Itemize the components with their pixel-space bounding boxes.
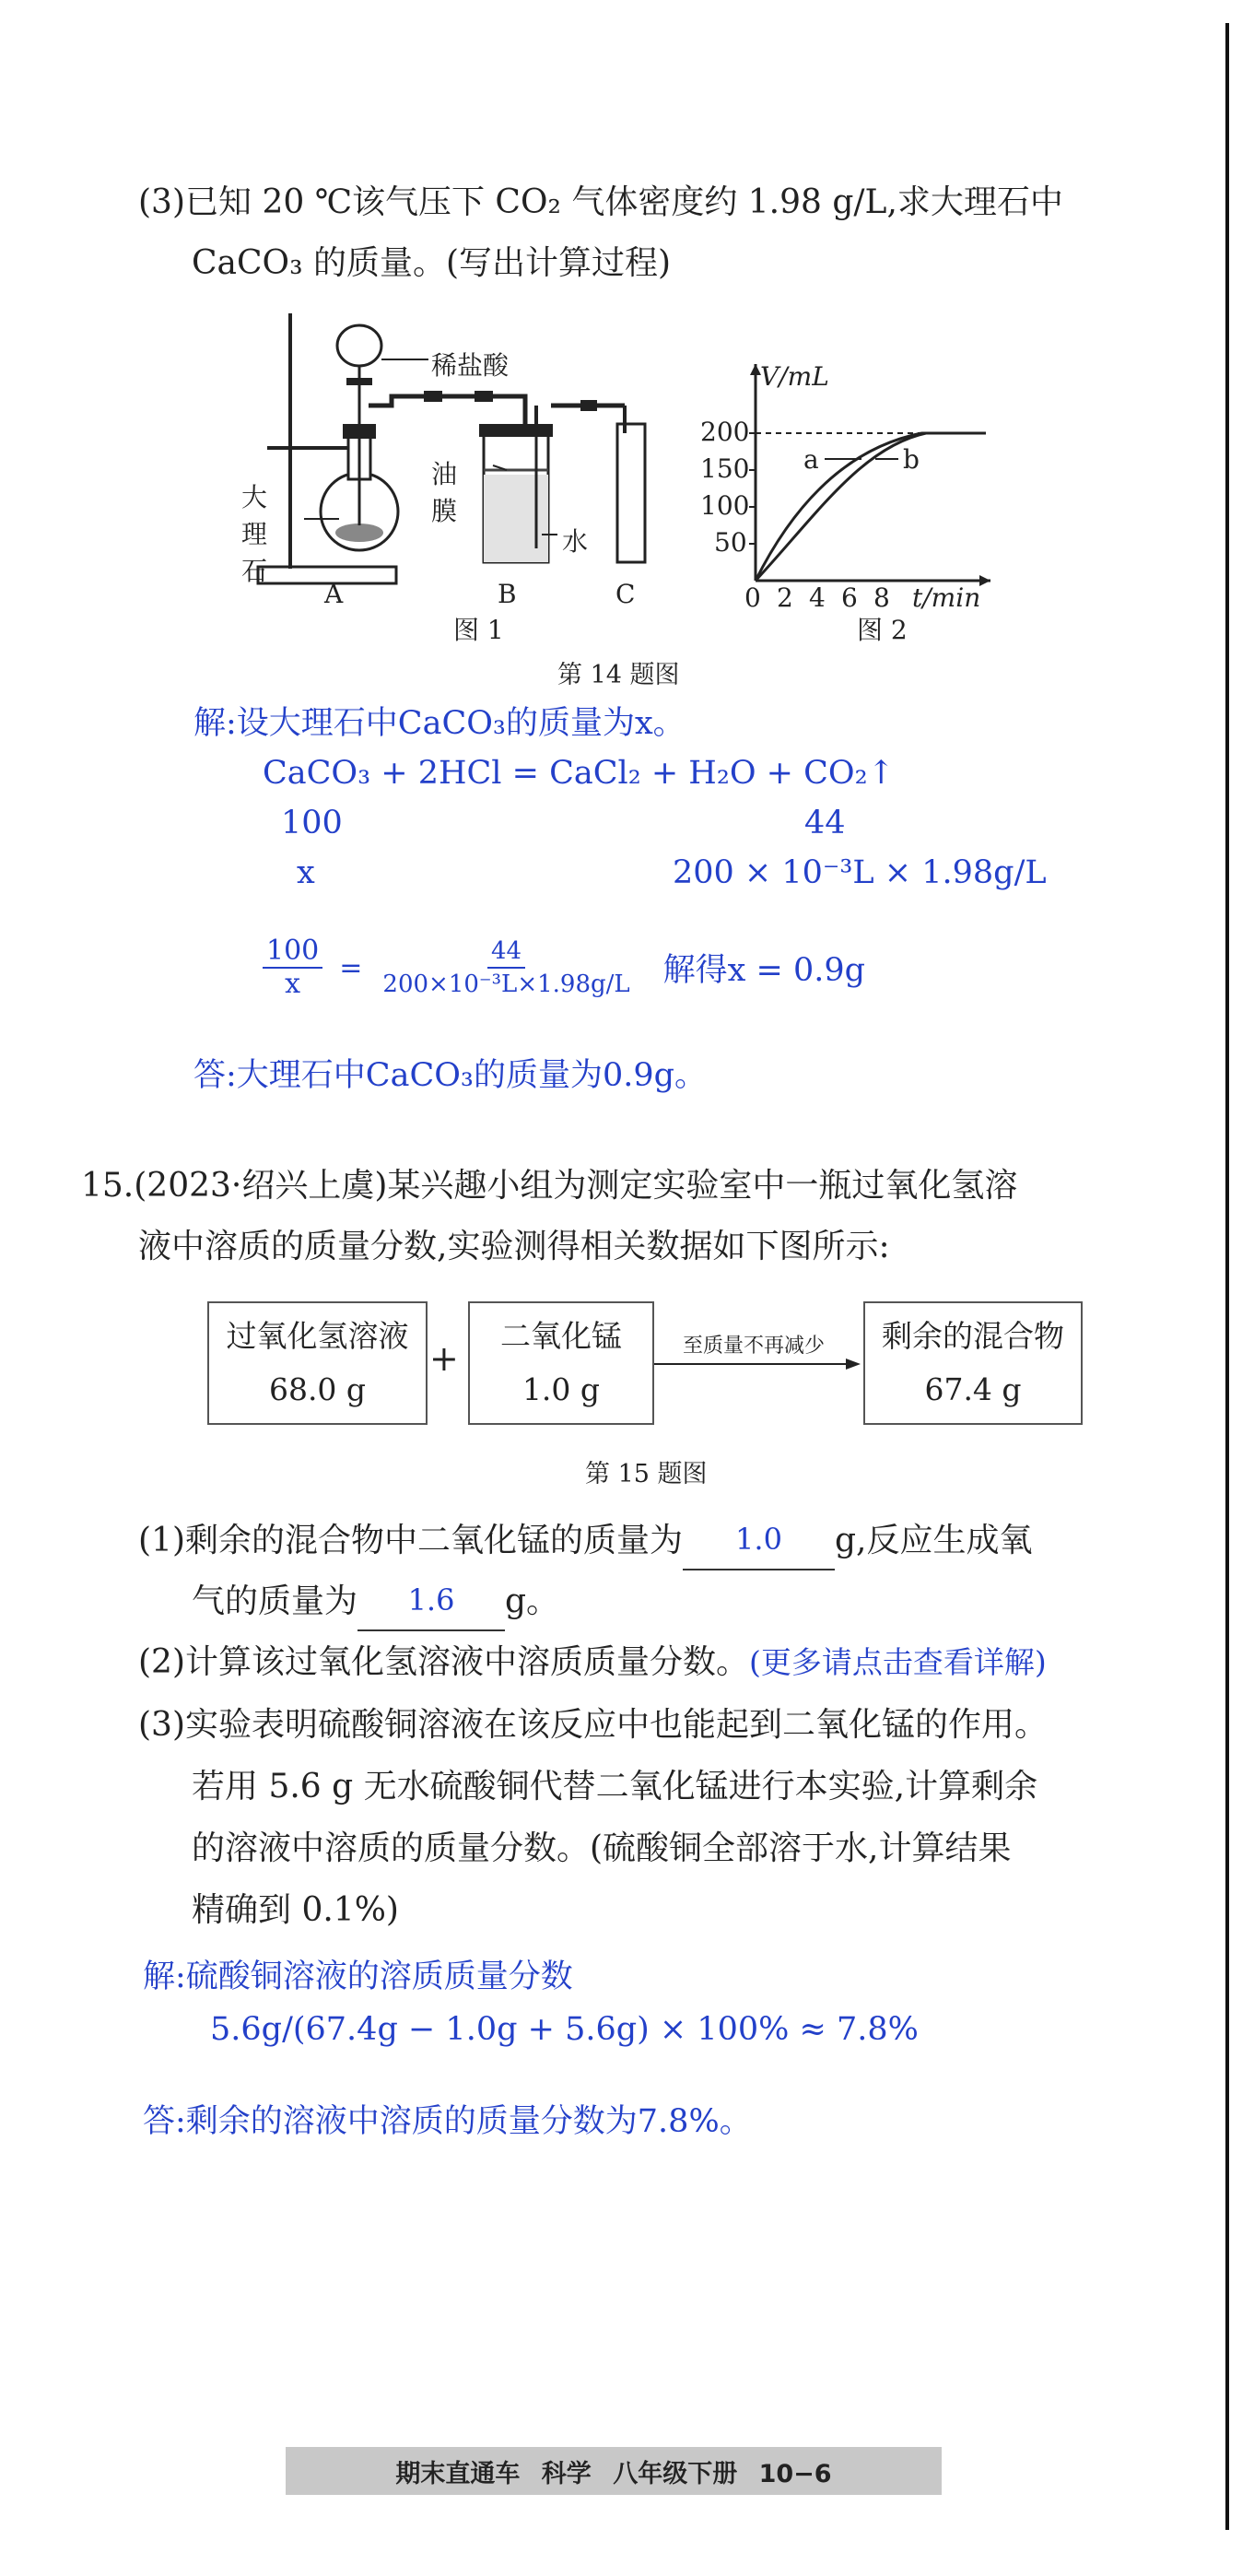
figure15-caption: 第 15 题图 (585, 1460, 708, 1488)
proportion-right-den: 200×10⁻³L×1.98g/L (382, 970, 630, 998)
solution14-equation: CaCO₃ + 2HCl = CaCl₂ + H₂O + CO₂↑ (263, 755, 895, 792)
curve-b-label: b (903, 444, 920, 475)
q15-part3-line4: 精确到 0.1%) (192, 1891, 399, 1929)
box-hydrogen-peroxide (207, 1301, 428, 1425)
q15-part1-text-a: (1)剩余的混合物中二氧化锰的质量为 (138, 1522, 683, 1559)
box1-value: 68.0 g (268, 1371, 367, 1407)
blank-oxygen-answer: 1.6 (407, 1582, 455, 1617)
q15-part3-line2: 若用 5.6 g 无水硫酸铜代替二氧化锰进行本实验,计算剩余 (192, 1768, 1038, 1806)
box-remaining-mixture (863, 1301, 1083, 1425)
solution15-answer: 答:剩余的溶液中溶质的质量分数为7.8%。 (143, 2103, 752, 2140)
q15-part1-text-c: 气的质量为 (192, 1582, 358, 1620)
graph-xtick-4: 4 (809, 582, 826, 613)
q15-part2-line (138, 1633, 1047, 1692)
proportion-right-fraction (379, 935, 633, 1000)
box-manganese-dioxide (468, 1301, 654, 1425)
view-details-link[interactable]: (更多请点击查看详解) (749, 1644, 1047, 1680)
figure14-caption: 第 14 题图 (557, 661, 680, 689)
blank-mno2-mass[interactable] (683, 1522, 835, 1570)
proportion-left-fraction (263, 935, 322, 1000)
marble-label: 大理石 (241, 482, 268, 586)
solution14-answer: 答:大理石中CaCO₃的质量为0.9g。 (193, 1057, 708, 1094)
acid-label: 稀盐酸 (431, 350, 510, 381)
solution14-co2-mass: 200 × 10⁻³L × 1.98g/L (673, 854, 1047, 891)
apparatus-label-b: B (498, 579, 517, 609)
volume-time-graph (686, 359, 1000, 608)
graph-ylabel: V/mL (760, 361, 829, 392)
solution14-proportion (263, 935, 865, 1000)
figure1-caption: 图 1 (453, 615, 504, 645)
q15-part1-text-b: g,反应生成氧 (835, 1522, 1033, 1559)
proportion-left-den: x (285, 968, 301, 1000)
water-label: 水 (562, 526, 589, 557)
box3-value: 67.4 g (924, 1371, 1022, 1407)
graph-ytick-50: 50 (714, 527, 747, 558)
figure2-caption: 图 2 (857, 615, 908, 645)
solution15-calc: 5.6g/(67.4g − 1.0g + 5.6g) × 100% ≈ 7.8% (210, 2011, 919, 2048)
page-footer: 期末直通车 科学 八年级下册 10−6 (286, 2447, 942, 2495)
apparatus-label-a: A (324, 579, 344, 609)
q15-line1: 15.(2023·绍兴上虞)某兴趣小组为测定实验室中一瓶过氧化氢溶 (81, 1167, 1018, 1205)
oil-film-label: 油膜 (431, 459, 458, 526)
q15-part1-text-d: g。 (505, 1582, 560, 1620)
plus-sign: + (429, 1338, 459, 1379)
solution14-unknown-x: x (297, 854, 315, 891)
q15-part3-line1: (3)实验表明硫酸铜溶液在该反应中也能起到二氧化锰的作用。 (138, 1706, 1048, 1744)
blank-oxygen-mass[interactable] (357, 1582, 505, 1631)
graph-xlabel: t/min (912, 582, 981, 613)
box2-name: 二氧化锰 (500, 1318, 622, 1354)
solution14-result: 解得x = 0.9g (662, 952, 866, 989)
q15-part3-line3: 的溶液中溶质的质量分数。(硫酸铜全部溶于水,计算结果 (192, 1829, 1012, 1867)
graph-xtick-8: 8 (873, 582, 890, 613)
page-edge-line (1225, 23, 1229, 2530)
solution14-mass-44: 44 (804, 805, 846, 841)
graph-ytick-200: 200 (700, 417, 750, 447)
arrow-text: 至质量不再减少 (682, 1335, 825, 1358)
box1-name: 过氧化氢溶液 (226, 1318, 409, 1354)
graph-ytick-100: 100 (700, 490, 750, 521)
q15-line2: 液中溶质的质量分数,实验测得相关数据如下图所示: (138, 1228, 890, 1265)
equals-sign: = (339, 951, 363, 984)
q14-part3-line2: CaCO₃ 的质量。(写出计算过程) (192, 244, 672, 282)
apparatus-label-c: C (615, 579, 636, 609)
q15-part1-line2 (192, 1572, 559, 1631)
box3-name: 剩余的混合物 (882, 1318, 1064, 1354)
blank-mno2-answer: 1.0 (735, 1522, 782, 1557)
box2-value: 1.0 g (522, 1371, 601, 1407)
graph-ytick-150: 150 (700, 453, 750, 484)
proportion-left-num: 100 (263, 935, 322, 969)
graph-xtick-6: 6 (841, 582, 858, 613)
graph-xtick-2: 2 (777, 582, 793, 613)
reaction-arrow (654, 1355, 861, 1373)
solution14-intro: 解:设大理石中CaCO₃的质量为x。 (193, 705, 686, 742)
solution15-intro: 解:硫酸铜溶液的溶质质量分数 (143, 1958, 573, 1995)
q15-part1-line1 (138, 1511, 1033, 1570)
proportion-right-num: 44 (487, 935, 525, 969)
q15-part2-text: (2)计算该过氧化氢溶液中溶质质量分数。 (138, 1643, 749, 1681)
solution14-mass-100: 100 (281, 805, 343, 841)
curve-a-label: a (803, 444, 819, 475)
q14-part3-line1: (3)已知 20 ℃该气压下 CO₂ 气体密度约 1.98 g/L,求大理石中 (138, 183, 1063, 221)
graph-xtick-0: 0 (744, 582, 761, 613)
